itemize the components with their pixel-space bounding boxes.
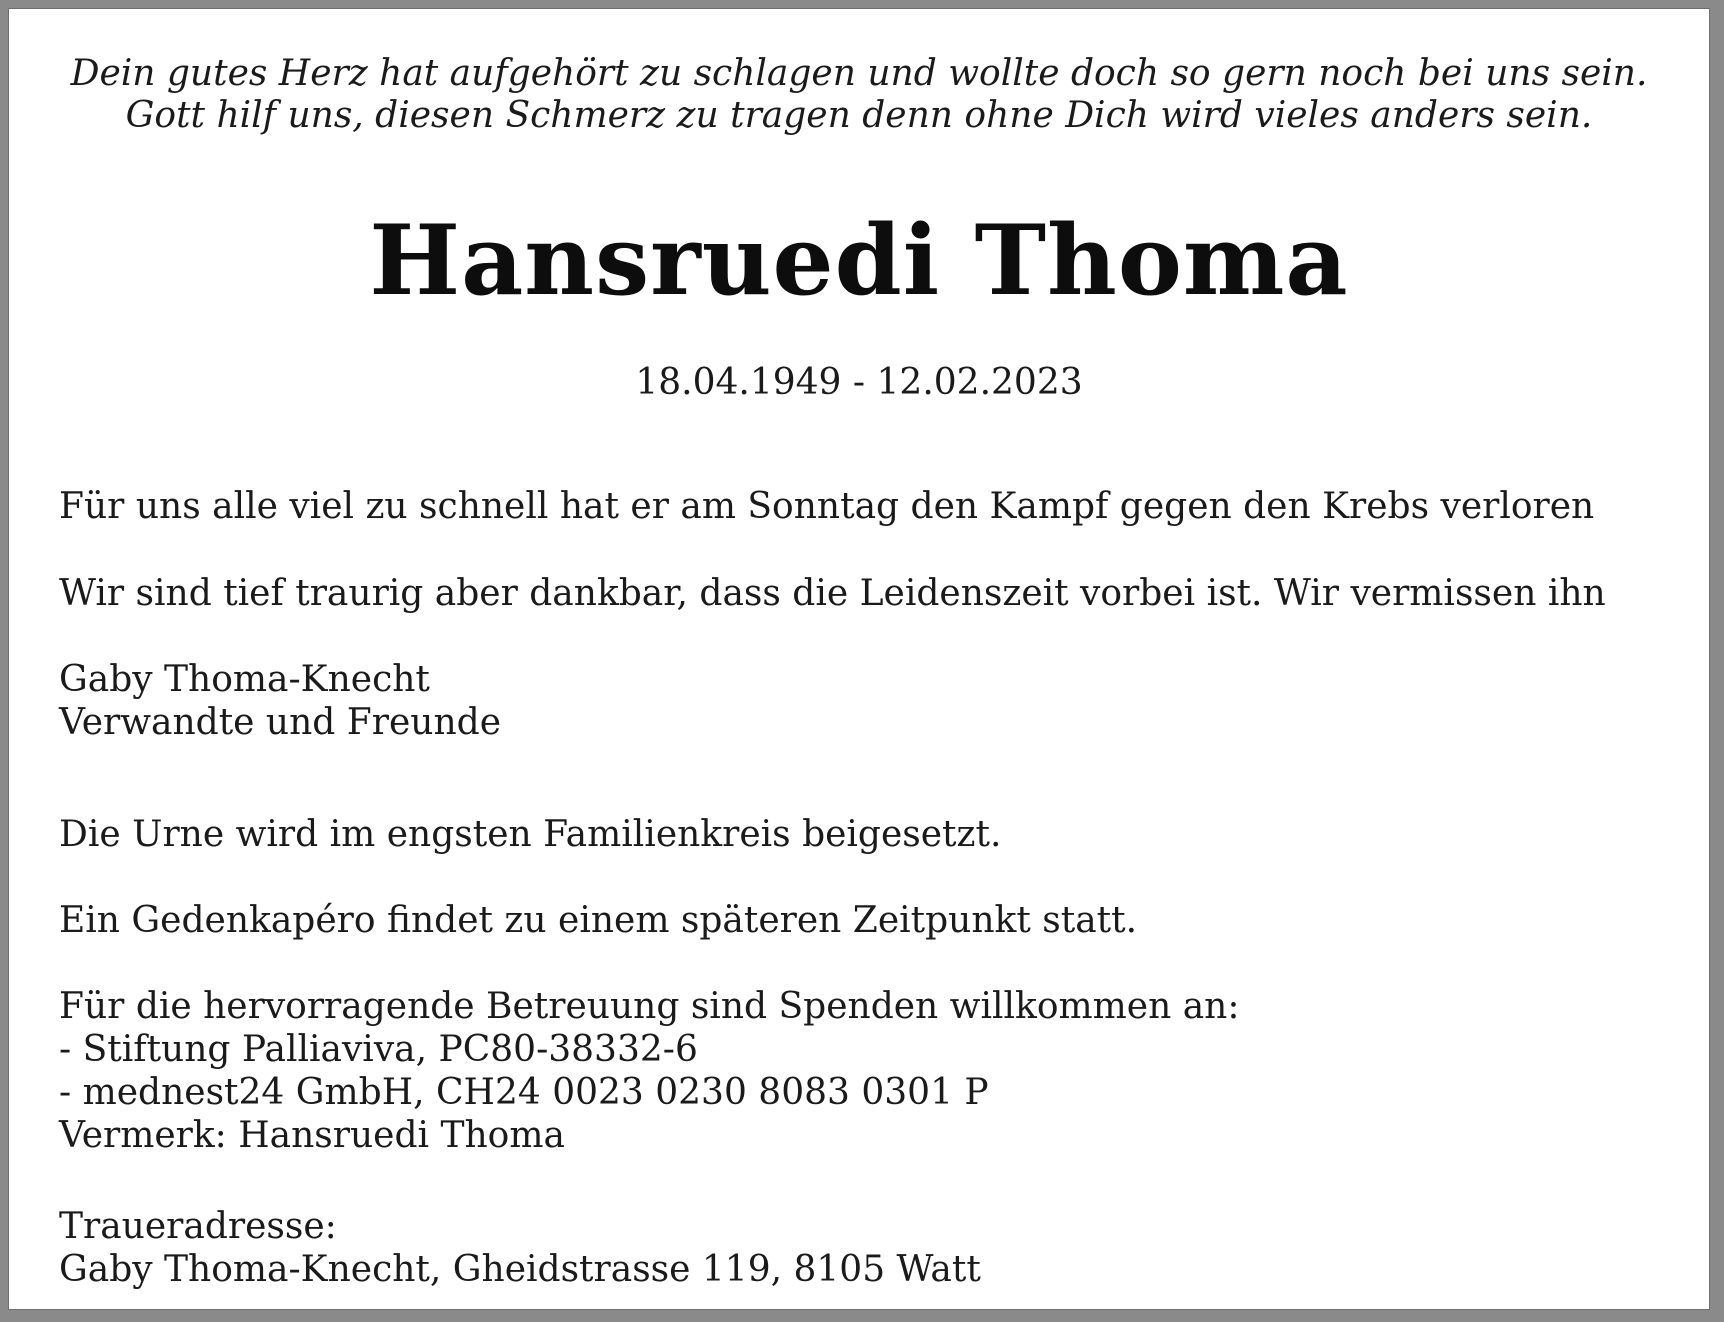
memorial-verse [9,53,1709,137]
life-dates: 18.04.1949 - 12.02.2023 [635,362,1083,403]
donations-block [59,985,1240,1157]
address-value: Gaby Thoma-Knecht, Gheidstrasse 119, 8105 Watt [59,1249,981,1290]
address-label: Traueradresse: [59,1206,337,1247]
deceased-name: Hansruedi Thoma [369,204,1349,317]
donation-item-mednest24: - mednest24 GmbH, CH24 0023 0230 8083 0301 P [59,1072,989,1113]
obituary-card [8,8,1710,1310]
mourner-line-1: Gaby Thoma-Knecht [59,659,430,700]
donations-intro: Für die hervorragende Betreuung sind Spenden willkommen an: [59,986,1240,1027]
paragraph-loss: Für uns alle viel zu schnell hat er am Sonntag den Kampf gegen den Krebs verloren [59,486,1595,527]
donation-note: Vermerk: Hansruedi Thoma [59,1115,565,1156]
notice-aperitif: Ein Gedenkapéro findet zu einem späteren Zeitpunkt statt. [59,900,1138,941]
notice-urn: Die Urne wird im engsten Familienkreis beigesetzt. [59,814,1002,855]
donation-item-palliaviva: - Stiftung Palliaviva, PC80-38332-6 [59,1029,698,1070]
mourners-block [59,658,501,744]
address-block [59,1205,981,1291]
verse-line-2: Gott hilf uns, diesen Schmerz zu tragen denn ohne Dich wird vieles anders sein. [125,95,1593,136]
verse-line-1: Dein gutes Herz hat aufgehört zu schlagen und wollte doch so gern noch bei uns sein. [70,53,1648,94]
mourner-line-2: Verwandte und Freunde [59,702,502,743]
paragraph-gratitude: Wir sind tief traurig aber dankbar, dass die Leidenszeit vorbei ist. Wir vermissen ihn [59,573,1606,614]
